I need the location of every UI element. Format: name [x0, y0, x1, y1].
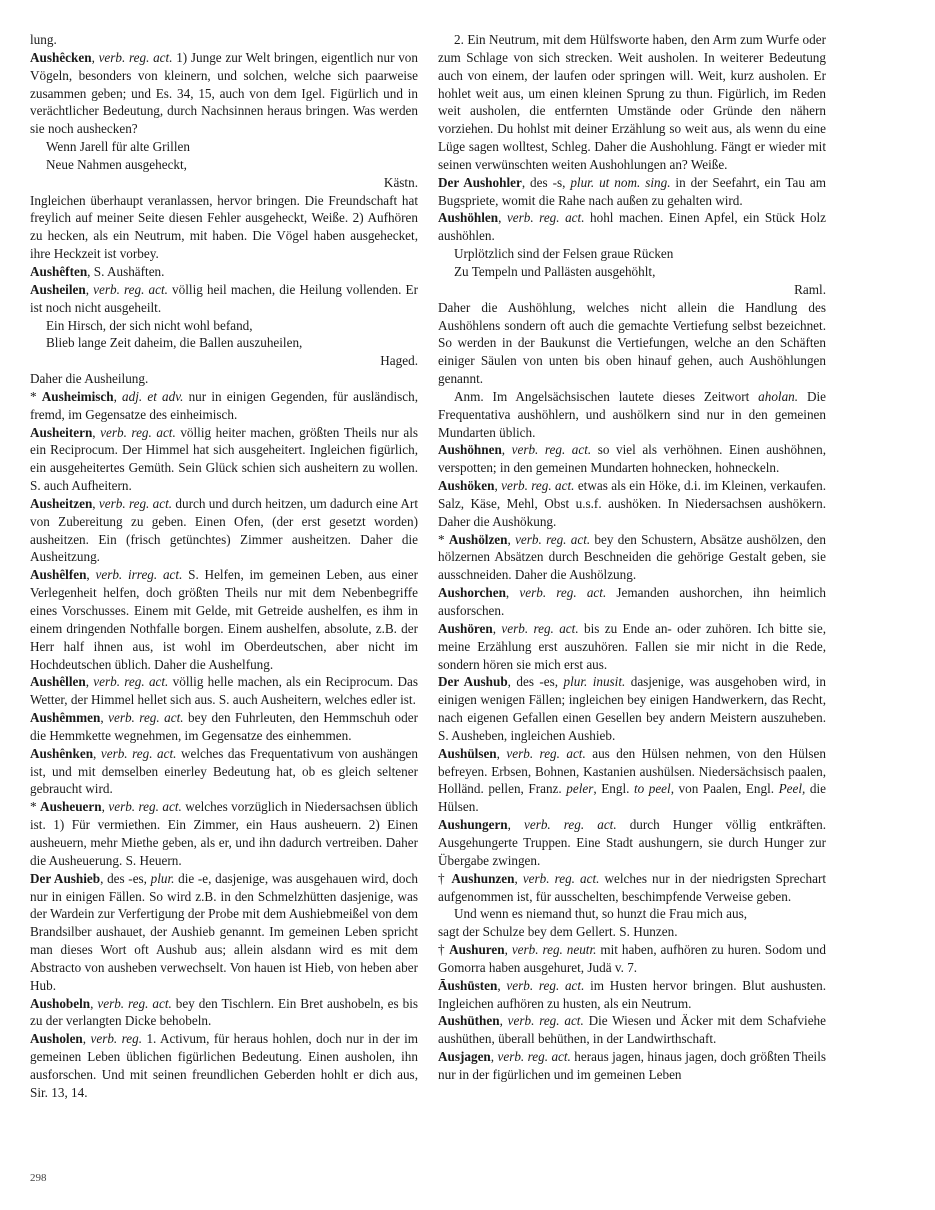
grammar-note: verb. reg. act. — [519, 585, 607, 601]
entry-text: , — [494, 478, 502, 494]
entry-text: Die Frequentativa aushöhlern, und aushölkern sind nur in den gemeinen Mundarten üblich. — [438, 388, 826, 440]
entry-text: Ein Hirsch, der sich nicht wohl befand, — [46, 317, 253, 333]
dictionary-entry — [438, 870, 826, 906]
entry-text: bis zu Ende an- oder zuhören. Ich bitte sie, meine Erzählung erst auszuhören. Fallen sie mir nicht in die Rede, sondern hören sie mich erst aus. — [438, 620, 826, 672]
grammar-note: aholan. — [758, 388, 799, 404]
grammar-note: verb. reg. act. — [93, 674, 169, 690]
grammar-note: verb. reg. act. — [108, 710, 184, 726]
entry-text: * — [438, 531, 449, 547]
dictionary-entry — [30, 995, 418, 1031]
entry-text: * — [30, 388, 42, 404]
quote-attribution — [30, 174, 418, 192]
headword: Aushöhlen — [438, 210, 499, 226]
headword: Aushunzen — [451, 870, 515, 886]
grammar-note: to peel — [633, 781, 671, 797]
dictionary-entry — [438, 1012, 826, 1048]
dictionary-entry — [438, 209, 826, 245]
grammar-note: peler — [566, 781, 594, 797]
verse-line — [30, 317, 418, 335]
grammar-note: verb. reg. act. — [97, 995, 172, 1011]
grammar-note: verb. reg. act. — [501, 620, 579, 636]
headword: Aushêften — [30, 263, 88, 279]
dictionary-entry — [30, 495, 418, 566]
entry-paragraph — [438, 31, 826, 174]
entry-text: , — [93, 745, 101, 761]
entry-text: Wenn Jarell für alte Grillen — [46, 139, 190, 155]
headword: Ausheilen — [30, 281, 86, 297]
dictionary-entry — [30, 673, 418, 709]
verse-line — [438, 245, 826, 263]
grammar-note: verb. reg. — [90, 1031, 143, 1047]
dictionary-entry — [438, 441, 826, 477]
entry-text: † — [438, 870, 452, 886]
grammar-note: verb. reg. act. — [93, 281, 168, 297]
entry-text: , — [82, 1031, 91, 1047]
dictionary-entry — [30, 1030, 418, 1101]
grammar-note: Peel, — [778, 781, 806, 797]
grammar-note: verb. reg. act. — [98, 49, 173, 65]
entry-text: 2. Ein Neutrum, mit dem Hülfsworte haben, den Arm zum Wurfe oder zum Schlage von sich strecken. Weit ausholen. In weiterer Bedeutung auch von einem, der laufen oder springen will. Weit, kurz ausholen. Er hohlet weit aus, um einen kleinen Sprung zu thun. Figürlich, im Reden weit ausholen, die entfernten Umstände oder Gründe den nähern vorziehen. Du hohlst mit deiner Erzählung so weit aus, als wenn du eine Lüge sagen wolltest, Schleg. Daher die Aushohlung. Fängt er wieder mit seinen verwünschten weiten Aushohlungen an? Weiße. — [438, 32, 826, 172]
dictionary-entry — [30, 745, 418, 799]
entry-text: bey den Fuhrleuten, den Hemmschuh oder die Hemmkette wegnehmen, im Gegensatze des einhemmen. — [30, 710, 418, 743]
headword: Ausheitern — [30, 424, 93, 440]
headword: Aushüthen — [438, 1013, 500, 1029]
headword: Aushungern — [438, 817, 508, 833]
entry-text: Die Wiesen und Äcker mit dem Schafviehe aushüthen, überall behüthen, in der Landwirthschaft. — [438, 1013, 826, 1047]
headword: Ausheimisch — [41, 388, 114, 404]
entry-text: völlig heil machen, die Heilung vollenden. Er ist noch nicht ausgeheilt. — [30, 281, 419, 315]
entry-text: , — [492, 620, 502, 636]
headword: Der Aushieb — [30, 870, 101, 886]
headword: Ausholen — [30, 1031, 83, 1047]
entry-text: , — [498, 210, 507, 226]
entry-text: , — [507, 817, 524, 833]
entry-text: hohl machen. Einen Apfel, ein Stück Holz aushöhlen. — [438, 210, 827, 244]
entry-text: durch Hunger völlig entkräften. Ausgehungerte Truppen. Eine Stadt aushungern, sie durch Hunger zur Übergabe zwingen. — [438, 817, 826, 868]
headword: Aushuren — [449, 942, 505, 958]
dictionary-entry — [438, 816, 826, 870]
dictionary-entry — [438, 673, 826, 744]
entry-text: durch und durch heitzen, um dadurch eine Art von Zubereitung zu geben. Einen Ofen, (der erst gesetzt worden) ausheitzen. Ein (frisch getünchtes) Zimmer ausheitzen. Daher die Ausheitzung. — [30, 495, 418, 565]
dictionary-entry — [30, 192, 418, 263]
entry-text: Daher die Ausheilung. — [30, 371, 149, 387]
dictionary-entry — [30, 566, 418, 673]
entry-text: heraus jagen, hinaus jagen, doch größten Theils nur in der figürlichen und im gemeinen Leben — [438, 1049, 827, 1082]
entry-text: dasjenige, was ausgehoben wird, in einigen wenigen Fällen; ingleichen bey einigen Handwerkern, das Recht, nach eigenen Gefallen einen Gesellen bey andern Meistern auszuheben. S. Ausheben, ingleichen Aushieb. — [438, 674, 826, 743]
dictionary-entry — [30, 263, 418, 281]
grammar-note: plur. ut nom. sing. — [570, 174, 671, 190]
entry-text: , — [92, 424, 101, 440]
grammar-note: verb. reg. act. — [524, 817, 617, 833]
entry-text: , — [490, 1049, 498, 1065]
entry-text: , des -s, — [521, 174, 571, 190]
dictionary-entry — [30, 424, 418, 495]
entry-text: 1) Junge zur Welt bringen, eigentlich nur von Vögeln, besonders von kleinern, und solchen, welche sich paarweise zusammen geben; und Es. 34, 15, auch von dem Igel. Figürlich und in verächtlicher Bedeutung, durch Nachsinnen heraus bringen. Was werden sie noch aushecken? — [30, 49, 418, 137]
entry-text: , — [85, 281, 94, 297]
headword: Aushorchen — [438, 585, 506, 601]
dictionary-entry — [438, 745, 826, 816]
entry-text: nur in einigen Gegenden, für ausländisch, fremd, im Gegensatze des einheimisch. — [30, 388, 419, 422]
entry-text: völlig helle machen, als ein Reciprocum. Das Wetter, der Himmel hellet sich aus. S. auch Ausheitern, welches edler ist. — [30, 674, 419, 708]
dictionary-entry — [438, 923, 826, 941]
dictionary-entry — [30, 870, 418, 995]
entry-text: Kästn. — [383, 174, 418, 190]
entry-text: lung. — [30, 32, 57, 47]
entry-text: welches vorzüglich in Niedersachsen üblich ist. 1) Für vermiethen. Ein Zimmer, ein Haus ausheuern. 2) Einen ausheuern, mehr Miethe geben, als er, und ihn dadurch vertreiben. Daher die Ausheuerung. S. Heuern. — [30, 799, 418, 868]
headword: Ausjagen — [438, 1049, 491, 1065]
entry-text: völlig heiter machen, größten Theils nur als ein Reciprocum. Der Himmel hat sich ausgeheitert. Ingleichen figürlich, ein ausgeheitertes Gemüth. Sein Glück schien sich ausheitern zu wollen. S. auch Aufheitern. — [30, 424, 418, 494]
grammar-note: verb. reg. neutr. — [511, 942, 597, 958]
dictionary-entry — [30, 709, 418, 745]
grammar-note: verb. reg. act. — [100, 424, 176, 440]
entry-text: Blieb lange Zeit daheim, die Ballen auszuheilen, — [46, 335, 303, 351]
grammar-note: verb. reg. act. — [507, 1013, 584, 1029]
entry-text: Neue Nahmen ausgeheckt, — [46, 156, 187, 172]
grammar-note: verb. reg. act. — [506, 745, 586, 761]
entry-text: Haged. — [380, 353, 418, 369]
entry-text: Daher die Aushöhlung, welches nicht allein die Handlung des Aushöhlens sondern oft auch die gemachte Vertiefung selbst bezeichnet. So werden in der Baukunst die Vertiefungen, welche an den Schäften einiger Säulen von unten bis oben hinauf gehen, auch Aushöhlungen genannt. — [438, 299, 826, 387]
grammar-note: verb. reg. act. — [511, 442, 592, 458]
headword: Aushülsen — [438, 745, 497, 761]
grammar-note: verb. reg. act. — [506, 977, 585, 993]
entry-text: , S. Aushäften. — [87, 263, 165, 279]
dictionary-entry — [30, 388, 418, 424]
entry-text: , — [90, 995, 98, 1011]
dictionary-entry — [30, 798, 418, 869]
headword: Aushênken — [30, 745, 94, 761]
entry-text: , Engl. — [593, 781, 634, 797]
entry-text: sagt der Schulze bey dem Gellert. S. Hunzen. — [438, 924, 678, 940]
entry-paragraph — [438, 388, 826, 442]
headword: Āushūsten — [438, 977, 498, 993]
headword: Aushobeln — [30, 995, 91, 1011]
dictionary-entry — [438, 1048, 826, 1084]
verse-line — [438, 905, 826, 923]
entry-text: , des -es, — [100, 870, 151, 886]
grammar-note: verb. reg. act. — [497, 1049, 571, 1065]
entry-text: , — [85, 674, 94, 690]
entry-text: , — [101, 799, 109, 815]
headword: Aushören — [438, 620, 493, 636]
headword: Aushöhnen — [438, 442, 502, 458]
entry-text: Urplötzlich sind der Felsen graue Rücken — [454, 246, 674, 262]
entry-text: etwas als ein Höke, d.i. im Kleinen, verkaufen. Salz, Käse, Mehl, Obst u.s.f. aushöken. In Niedersachsen aushökern. Daher die Aushökung. — [438, 478, 826, 529]
entry-text: Zu Tempeln und Pallästen ausgehöhlt, — [454, 263, 656, 279]
headword: Aushêmmen — [30, 710, 101, 726]
dictionary-entry — [438, 174, 826, 210]
entry-text: , — [100, 710, 109, 726]
grammar-note: plur. inusit. — [563, 674, 626, 690]
grammar-note: verb. reg. act. — [100, 745, 177, 761]
headword: Aushölzen — [448, 531, 508, 547]
grammar-note: verb. reg. act. — [522, 870, 600, 886]
dictionary-entry — [438, 941, 826, 977]
entry-text: Raml. — [794, 281, 826, 297]
headword: Aushêcken — [30, 49, 92, 65]
verse-line — [30, 334, 418, 352]
headword: Ausheuern — [40, 799, 102, 815]
verse-line — [30, 156, 418, 174]
entry-text: , — [499, 1013, 508, 1029]
verse-line — [30, 138, 418, 156]
dictionary-entry — [30, 31, 418, 49]
entry-text: die Hülsen. — [438, 781, 826, 815]
entry-text: bey den Tischlern. Ein Bret aushobeln, es bis zu der verlangten Dicke behobeln. — [30, 995, 418, 1029]
entry-text: die -e, dasjenige, was ausgehauen wird, doch nur in einigen Fällen. So wird z.B. in den Schmelzhütten dasjenige, was der Wardein zur Verfertigung der Probe mit dem Aushiebmeißel von dem Brandsilber aushauet, der Aushieb genannt. Im gemeinen Leben spricht man dieses Wort oft Aushub aus; allein alsdann wird es mit dem Abstracto von ausheben verwechselt. Von hauen ist Hieb, von heben aber Hub. — [30, 870, 418, 993]
entry-text: , — [86, 567, 96, 583]
entry-text: Ingleichen überhaupt veranlassen, hervor bringen. Die Freundschaft hat freylich auf meiner Seite diesen Fehler ausgeheckt, Weiße. 2) Aufhören zu hecken, als ein Neutrum, mit haben. Die Vögel haben ausgehecket, ihre Heckzeit ist vorbey. — [30, 192, 418, 262]
entry-text: im Husten hervor bringen. Blut aushusten. Ingleichen aufhören zu husten, als ein Neutrum. — [438, 977, 827, 1011]
headword: Der Aushub — [438, 674, 508, 690]
dictionary-entry — [438, 299, 826, 388]
grammar-note: verb. reg. act. — [501, 478, 575, 494]
dictionary-entry — [438, 620, 826, 674]
grammar-note: adj. et adv. — [122, 388, 184, 404]
entry-text: † — [438, 942, 450, 958]
grammar-note: verb. reg. act. — [506, 210, 585, 226]
entry-text: S. Helfen, im gemeinen Leben, aus einer Verlegenheit helfen, doch größten Theils nur mit dem Nebenbegriffe eines Vorschusses. Einem mit Gelde, mit Getreide aushelfen, es ihm in einem dringenden Nothfalle borgen. Einem aushelfen, absolute, z.B. der Herr half ihnen aus, ist wohl im Oberdeutschen, aber nicht im Hochdeutschen üblich. Daher die Aushelfung. — [30, 567, 418, 672]
dictionary-entry — [438, 584, 826, 620]
entry-text: welches nur in der niedrigsten Sprechart aufgenommen ist, für ausschelten, beschimpfende Verweise geben. — [438, 870, 827, 904]
quote-attribution — [30, 352, 418, 370]
page-number: 298 — [30, 1172, 47, 1184]
entry-text: , — [496, 745, 507, 761]
dictionary-entry — [438, 977, 826, 1013]
right-column — [438, 31, 826, 1084]
entry-text: , von Paalen, Engl. — [670, 781, 779, 797]
entry-text: * — [30, 799, 41, 815]
headword: Aushêllen — [30, 674, 86, 690]
dictionary-entry — [30, 49, 418, 138]
entry-text: , — [113, 388, 123, 404]
quote-attribution — [438, 281, 826, 299]
dictionary-entry — [438, 477, 826, 531]
entry-text: so viel als verhöhnen. Einen aushöhnen, verspotten; in den gemeinen Mundarten hohnecken, hohneckeln. — [438, 442, 826, 476]
dictionary-entry — [438, 531, 826, 585]
verse-line — [438, 263, 826, 281]
grammar-note: verb. reg. act. — [108, 799, 182, 815]
grammar-note: plur. — [150, 870, 175, 886]
entry-text: mit haben, aufhören zu huren. Sodom und Gomorra haben ausgehuret, Judä v. 7. — [438, 942, 826, 975]
entry-text: , — [504, 942, 512, 958]
entry-text: , — [497, 977, 507, 993]
entry-text: , — [505, 585, 520, 601]
left-column — [30, 31, 418, 1102]
entry-text: , — [91, 49, 99, 65]
headword: Aushöken — [438, 478, 495, 494]
entry-text: , — [507, 531, 516, 547]
dictionary-entry — [30, 281, 418, 317]
entry-text: bey den Schustern, Absätze aushölzen, den hölzernen Absätzen durch Beschneiden die gehörige Gestalt geben, sie ausschneiden. Daher die Aushölzung. — [438, 531, 827, 583]
grammar-note: verb. reg. act. — [515, 531, 591, 547]
headword: Aushêlfen — [30, 567, 87, 583]
entry-text: Jemanden aushorchen, ihn heimlich ausforschen. — [438, 585, 826, 618]
entry-text: , — [501, 442, 512, 458]
entry-text: , — [92, 495, 99, 511]
entry-text: , — [514, 870, 523, 886]
grammar-note: verb. irreg. act. — [95, 567, 183, 583]
grammar-note: verb. reg. act. — [98, 495, 173, 511]
dictionary-entry — [30, 370, 418, 388]
headword: Der Aushohler — [438, 174, 522, 190]
entry-text: , des -es, — [507, 674, 564, 690]
entry-text: 1. Activum, für heraus hohlen, doch nur in der im gemeinen Leben üblichen figürlichen Bedeutung. Einen ausholen, ihn ausforschen. Und mit seinen freundlichen Geberden hohlt er dich aus, Sir. 13, 14. — [30, 1031, 418, 1100]
entry-text: Und wenn es niemand thut, so hunzt die Frau mich aus, — [454, 906, 748, 922]
entry-text: welches das Frequentativum von aushängen ist, und mit demselben einerley Bedeutung hat, ob es gleich seltener gebraucht wird. — [30, 745, 418, 797]
headword: Ausheitzen — [30, 495, 93, 511]
entry-text: Anm. Im Angelsächsischen lautete dieses Zeitwort — [454, 388, 759, 404]
entry-text: aus den Hülsen nehmen, von den Hülsen befreyen. Erbsen, Bohnen, Kastanien aushülsen. Niedersächsisch paalen, Holländ. pellen, Franz. — [438, 745, 826, 797]
entry-text: in der Seefahrt, ein Tau am Bugspriete, womit die Rahe nach außen zu gehalten wird. — [438, 174, 826, 208]
